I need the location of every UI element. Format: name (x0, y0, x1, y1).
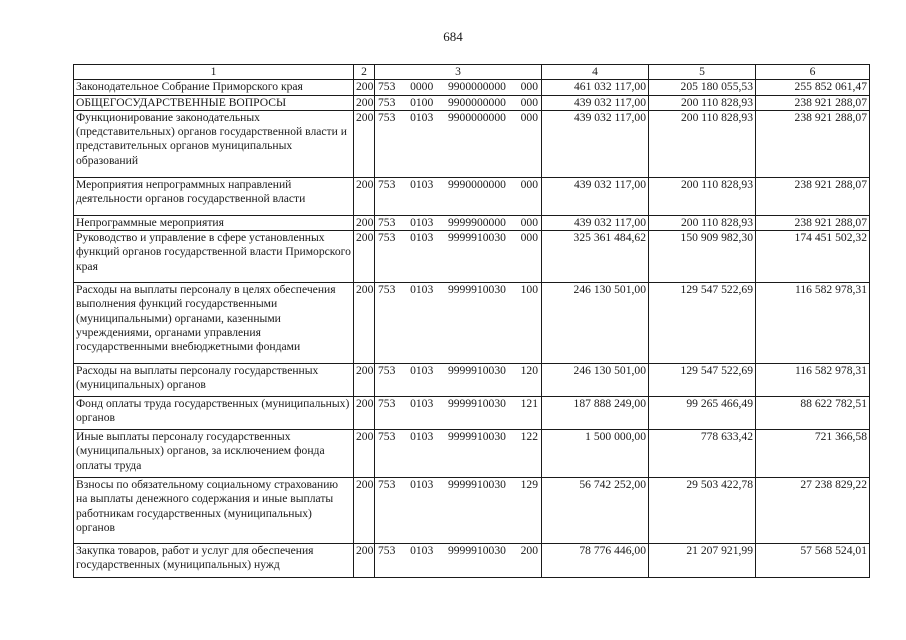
table-row (74, 215, 870, 230)
row-expense-type-code: 000 (520, 231, 538, 245)
table-row (74, 544, 870, 578)
row-grbs-code: 200 (354, 80, 375, 95)
row-value-col4: 246 130 501,00 (542, 283, 649, 364)
row-expense-type-code: 100 (520, 283, 538, 297)
row-value-col4: 461 032 117,00 (542, 80, 649, 95)
row-department-code: 753 (378, 80, 396, 94)
row-value-col6: 27 238 829,22 (756, 478, 870, 544)
row-value-col4: 439 032 117,00 (542, 110, 649, 177)
row-name: Расходы на выплаты персоналу государственных (муниципальных) органов (74, 364, 354, 397)
row-grbs-code: 200 (354, 397, 375, 430)
row-grbs-code: 200 (354, 430, 375, 478)
row-name: Законодательное Собрание Приморского края (74, 80, 354, 95)
row-section-code: 0103 (410, 397, 434, 411)
row-target-article-code: 9999910030 (447, 430, 506, 444)
row-classification (375, 283, 542, 364)
row-department-code: 753 (378, 430, 396, 444)
row-value-col6: 174 451 502,32 (756, 231, 870, 283)
row-value-col4: 246 130 501,00 (542, 364, 649, 397)
row-classification (375, 215, 542, 230)
row-expense-type-code: 000 (520, 177, 538, 191)
table-row (74, 283, 870, 364)
column-number-row (74, 65, 870, 80)
budget-table (73, 64, 870, 578)
column-header-3: 3 (375, 65, 542, 80)
row-section-code: 0103 (410, 478, 434, 492)
row-target-article-code: 9990000000 (447, 177, 506, 191)
row-department-code: 753 (378, 478, 396, 492)
budget-table-body (74, 65, 870, 578)
row-grbs-code: 200 (354, 110, 375, 177)
row-department-code: 753 (378, 364, 396, 378)
row-value-col6: 88 622 782,51 (756, 397, 870, 430)
row-department-code: 753 (378, 231, 396, 245)
row-target-article-code: 9999910030 (447, 231, 506, 245)
row-value-col6: 238 921 288,07 (756, 95, 870, 110)
row-value-col6: 721 366,58 (756, 430, 870, 478)
row-name: Непрограммные мероприятия (74, 215, 354, 230)
table-row (74, 177, 870, 215)
row-value-col5: 200 110 828,93 (649, 177, 756, 215)
table-row (74, 110, 870, 177)
row-section-code: 0103 (410, 177, 434, 191)
row-value-col4: 187 888 249,00 (542, 397, 649, 430)
row-value-col4: 1 500 000,00 (542, 430, 649, 478)
column-header-4: 4 (542, 65, 649, 80)
row-value-col4: 78 776 446,00 (542, 544, 649, 578)
row-value-col4: 439 032 117,00 (542, 95, 649, 110)
table-row (74, 478, 870, 544)
row-target-article-code: 9900000000 (447, 110, 506, 124)
row-grbs-code: 200 (354, 95, 375, 110)
row-section-code: 0103 (410, 215, 434, 229)
row-value-col5: 200 110 828,93 (649, 110, 756, 177)
row-section-code: 0000 (410, 80, 434, 94)
row-section-code: 0103 (410, 283, 434, 297)
row-classification (375, 364, 542, 397)
row-classification (375, 544, 542, 578)
row-expense-type-code: 000 (520, 80, 538, 94)
row-name: Фонд оплаты труда государственных (муниципальных) органов (74, 397, 354, 430)
row-target-article-code: 9900000000 (447, 80, 506, 94)
table-row (74, 231, 870, 283)
row-classification (375, 430, 542, 478)
row-department-code: 753 (378, 215, 396, 229)
row-value-col6: 238 921 288,07 (756, 177, 870, 215)
row-value-col5: 29 503 422,78 (649, 478, 756, 544)
row-department-code: 753 (378, 110, 396, 124)
row-grbs-code: 200 (354, 364, 375, 397)
row-name: Расходы на выплаты персоналу в целях обеспечения выполнения функций государственными (муниципальными) органами, казенными учреждениями, органами управления государственными внебюджетными фондами (74, 283, 354, 364)
row-grbs-code: 200 (354, 177, 375, 215)
row-name: Иные выплаты персоналу государственных (муниципальных) органов, за исключением фонда оплаты труда (74, 430, 354, 478)
row-name: Закупка товаров, работ и услуг для обеспечения государственных (муниципальных) нужд (74, 544, 354, 578)
column-header-1: 1 (74, 65, 354, 80)
row-section-code: 0103 (410, 364, 434, 378)
row-value-col6: 116 582 978,31 (756, 364, 870, 397)
row-value-col5: 205 180 055,53 (649, 80, 756, 95)
column-header-5: 5 (649, 65, 756, 80)
row-department-code: 753 (378, 283, 396, 297)
row-section-code: 0103 (410, 544, 434, 558)
row-expense-type-code: 122 (520, 430, 538, 444)
row-value-col5: 200 110 828,93 (649, 95, 756, 110)
row-target-article-code: 9900000000 (447, 95, 506, 109)
row-grbs-code: 200 (354, 215, 375, 230)
row-classification (375, 397, 542, 430)
row-department-code: 753 (378, 544, 396, 558)
row-value-col5: 200 110 828,93 (649, 215, 756, 230)
table-row (74, 364, 870, 397)
row-grbs-code: 200 (354, 283, 375, 364)
row-value-col4: 56 742 252,00 (542, 478, 649, 544)
row-expense-type-code: 000 (520, 215, 538, 229)
row-value-col4: 439 032 117,00 (542, 215, 649, 230)
table-row (74, 95, 870, 110)
row-value-col4: 439 032 117,00 (542, 177, 649, 215)
table-row (74, 430, 870, 478)
row-section-code: 0100 (410, 95, 434, 109)
row-department-code: 753 (378, 397, 396, 411)
row-name: Мероприятия непрограммных направлений деятельности органов государственной власти (74, 177, 354, 215)
row-value-col4: 325 361 484,62 (542, 231, 649, 283)
row-value-col5: 99 265 466,49 (649, 397, 756, 430)
row-name: ОБЩЕГОСУДАРСТВЕННЫЕ ВОПРОСЫ (74, 95, 354, 110)
row-classification (375, 95, 542, 110)
row-section-code: 0103 (410, 231, 434, 245)
table-row (74, 397, 870, 430)
row-expense-type-code: 129 (520, 478, 538, 492)
row-classification (375, 231, 542, 283)
row-name: Руководство и управление в сфере установленных функций органов государственной власти Приморского края (74, 231, 354, 283)
row-expense-type-code: 120 (520, 364, 538, 378)
row-value-col6: 238 921 288,07 (756, 215, 870, 230)
row-classification (375, 478, 542, 544)
row-target-article-code: 9999910030 (447, 544, 506, 558)
row-section-code: 0103 (410, 110, 434, 124)
row-target-article-code: 9999910030 (447, 283, 506, 297)
row-expense-type-code: 000 (520, 95, 538, 109)
row-grbs-code: 200 (354, 478, 375, 544)
row-target-article-code: 9999910030 (447, 397, 506, 411)
row-target-article-code: 9999910030 (447, 364, 506, 378)
row-value-col5: 21 207 921,99 (649, 544, 756, 578)
row-value-col5: 778 633,42 (649, 430, 756, 478)
row-value-col6: 57 568 524,01 (756, 544, 870, 578)
row-expense-type-code: 121 (520, 397, 538, 411)
row-expense-type-code: 000 (520, 110, 538, 124)
row-department-code: 753 (378, 177, 396, 191)
row-grbs-code: 200 (354, 231, 375, 283)
row-expense-type-code: 200 (520, 544, 538, 558)
row-name: Функционирование законодательных (представительных) органов государственной власти и представительных органов муниципальных образований (74, 110, 354, 177)
row-name: Взносы по обязательному социальному страхованию на выплаты денежного содержания и иные выплаты работникам государственных (муниципальных) органов (74, 478, 354, 544)
row-target-article-code: 9999900000 (447, 215, 506, 229)
column-header-2: 2 (354, 65, 375, 80)
row-value-col5: 129 547 522,69 (649, 283, 756, 364)
row-grbs-code: 200 (354, 544, 375, 578)
column-header-6: 6 (756, 65, 870, 80)
row-classification (375, 110, 542, 177)
row-target-article-code: 9999910030 (447, 478, 506, 492)
row-classification (375, 80, 542, 95)
row-classification (375, 177, 542, 215)
row-value-col6: 116 582 978,31 (756, 283, 870, 364)
row-value-col6: 238 921 288,07 (756, 110, 870, 177)
row-value-col5: 150 909 982,30 (649, 231, 756, 283)
page-number: 684 (443, 29, 463, 44)
row-value-col6: 255 852 061,47 (756, 80, 870, 95)
row-section-code: 0103 (410, 430, 434, 444)
row-value-col5: 129 547 522,69 (649, 364, 756, 397)
row-department-code: 753 (378, 95, 396, 109)
table-row (74, 80, 870, 95)
